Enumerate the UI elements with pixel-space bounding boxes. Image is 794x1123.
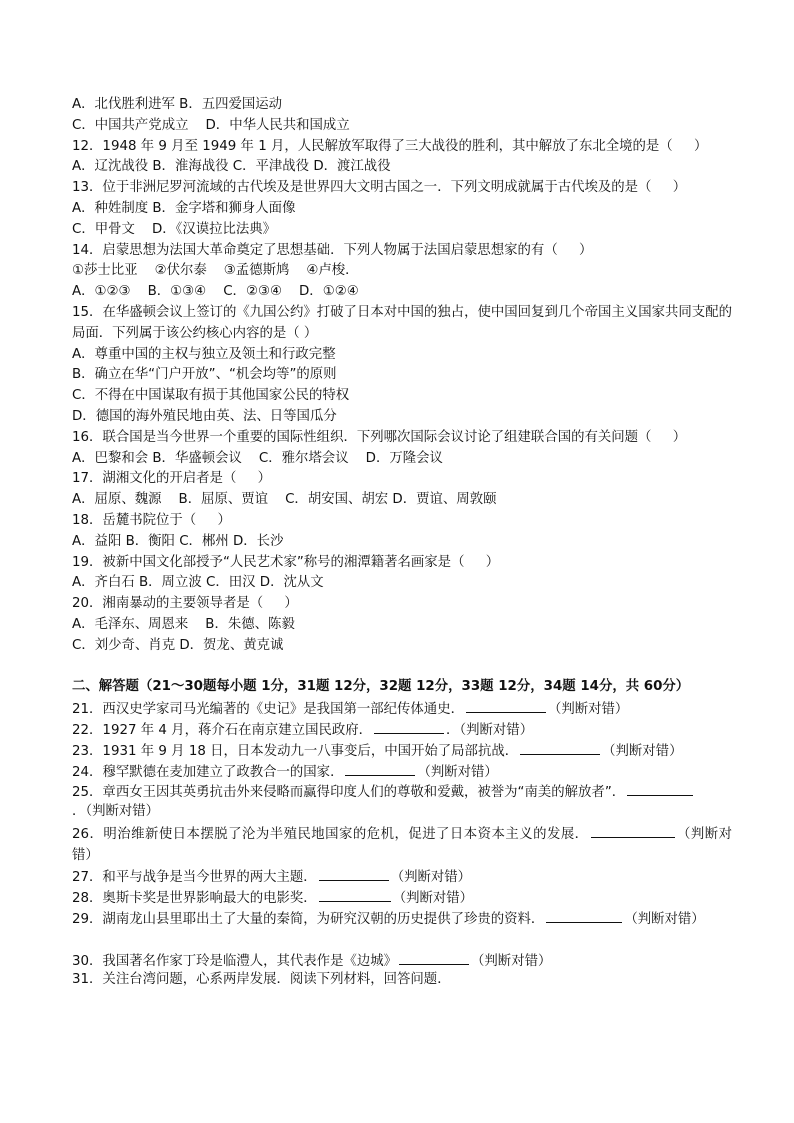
q30-gap: [72, 929, 732, 950]
q27-suffix: （判断对错）: [390, 870, 472, 886]
q25-continued: [72, 802, 732, 823]
q26: [72, 823, 732, 867]
q21: [72, 698, 732, 719]
q22-suffix: ．（判断对错）: [446, 722, 534, 738]
q13-stem: 13．位于非洲尼罗河流域的古代埃及是世界四大文明古国之一．下列文明成就属于古代埃及的是（ ）: [72, 180, 687, 196]
q22: [72, 719, 732, 740]
q26-answer-blank[interactable]: [591, 823, 675, 838]
q28-suffix: （判断对错）: [392, 891, 474, 907]
q15-option-d: D．德国的海外殖民地由英、法、日等国瓜分: [72, 408, 337, 424]
q18-stem: 18．岳麓书院位于（ ）: [72, 512, 231, 528]
q30: [72, 950, 732, 971]
q13-options-ab: A．种姓制度 B．金字塔和狮身人面像: [72, 200, 296, 216]
q24-stem: 24．穆罕默德在麦加建立了政教合一的国家．: [72, 764, 344, 780]
q28-answer-blank[interactable]: [319, 887, 391, 902]
q23-suffix: （判断对错）: [602, 743, 683, 759]
q13-options-cd: C．甲骨文 D．《汉谟拉比法典》: [72, 221, 277, 237]
q16-options: A．巴黎和会 B．华盛顿会议 C．雅尔塔会议 D．万隆会议: [72, 450, 443, 466]
q12-stem: 12．1948 年 9 月至 1949 年 1 月，人民解放军取得了三大战役的胜利，其中解放了东北全境的是（ ）: [72, 138, 708, 154]
q25: [72, 781, 732, 802]
q25-stem: 25．章西女王因其英勇抗击外来侵略而赢得印度人们的尊敬和爱戴，被誉为“南美的解放者”．: [72, 785, 626, 801]
q14-stem: 14．启蒙思想为法国大革命奠定了思想基础．下列人物属于法国启蒙思想家的有（ ）: [72, 242, 593, 258]
q30-suffix: （判断对错）: [471, 953, 552, 969]
q30-stem: 30．我国著名作家丁玲是临澧人，其代表作是《边城》: [72, 953, 398, 969]
q28-stem: 28．奥斯卡奖是世界影响最大的电影奖．: [72, 891, 317, 907]
q19-options: A．齐白石 B．周立波 C．田汉 D．沈从文: [72, 575, 324, 591]
q31-stem: 31．关注台湾问题，心系两岸发展．阅读下列材料，回答问题．: [72, 972, 451, 988]
q15-option-a: A．尊重中国的主权与独立及领土和行政完整: [72, 346, 336, 362]
q15-option-c: C．不得在中国谋取有损于其他国家公民的特权: [72, 388, 350, 404]
q29: [72, 908, 732, 929]
q23-stem: 23．1931 年 9 月 18 日，日本发动九一八事变后，中国开始了局部抗战．: [72, 743, 519, 759]
q24-suffix: （判断对错）: [417, 764, 498, 780]
exam-page: [72, 95, 732, 991]
q21-answer-blank[interactable]: [466, 698, 546, 713]
q11-options-ab: A．北伐胜利进军 B．五四爱国运动: [72, 97, 283, 112]
q29-stem: 29．湖南龙山县里耶出土了大量的秦简，为研究汉朝的历史提供了珍贵的资料．: [72, 912, 545, 928]
q20-stem: 20．湘南暴动的主要领导者是（ ）: [72, 596, 298, 612]
q18-options: A．益阳 B．衡阳 C．郴州 D．长沙: [72, 533, 284, 549]
q14-items: ①莎士比亚 ②伏尔泰 ③孟德斯鸠 ④卢梭．: [72, 263, 359, 279]
q17-stem: 17．湖湘文化的开启者是（ ）: [72, 471, 272, 487]
q20-options-cd: C．刘少奇、肖克 D．贺龙、黄克诚: [72, 637, 284, 653]
q27-stem: 27．和平与战争是当今世界的两大主题．: [72, 870, 317, 886]
q24: [72, 761, 732, 782]
q19-stem: 19．被新中国文化部授予“人民艺术家”称号的湘潭籍著名画家是（ ）: [72, 554, 500, 570]
q25-answer-blank[interactable]: [627, 781, 693, 796]
q26-stem: 26．明治维新使日本摆脱了沦为半殖民地国家的危机，促进了日本资本主义的发展．: [72, 826, 589, 842]
q28: [72, 887, 732, 908]
q22-stem: 22．1927 年 4 月，蒋介石在南京建立国民政府．: [72, 722, 373, 738]
q17-options: A．屈原、魏源 B．屈原、贾谊 C．胡安国、胡宏 D．贾谊、周敦颐: [72, 492, 497, 508]
q15-option-b: B．确立在华“门户开放”、“机会均等”的原则: [72, 367, 337, 383]
q22-answer-blank[interactable]: [374, 719, 444, 734]
q20-options-ab: A．毛泽东、周恩来 B．朱德、陈毅: [72, 616, 295, 632]
q24-answer-blank[interactable]: [345, 761, 415, 776]
section-gap: [72, 657, 732, 678]
q29-suffix: （判断对错）: [624, 912, 705, 928]
q25-suffix: ．（判断对错）: [72, 804, 160, 820]
q23-answer-blank[interactable]: [520, 740, 600, 755]
q30-answer-blank[interactable]: [399, 950, 469, 965]
q21-stem: 21．西汉史学家司马光编著的《史记》是我国第一部纪传体通史．: [72, 702, 464, 718]
q14-options: A．①②③ B．①③④ C．②③④ D．①②④: [72, 284, 359, 300]
q27-answer-blank[interactable]: [319, 866, 389, 881]
q12-options: A．辽沈战役 B．淮海战役 C．平津战役 D．渡江战役: [72, 159, 391, 175]
q27: [72, 866, 732, 887]
q29-answer-blank[interactable]: [546, 908, 622, 923]
q23: [72, 740, 732, 761]
q15-stem: 15．在华盛顿会议上签订的《九国公约》打破了日本对中国的独占，使中国回复到几个帝国主义国家共同支配的局面．下列属于该公约核心内容的是（ ）: [72, 304, 732, 341]
q21-suffix: （判断对错）: [547, 702, 629, 718]
q11-options-cd: C．中国共产党成立 D．中华人民共和国成立: [72, 117, 350, 133]
section-2-title: 二、解答题（21～30题每小题 1分，31题 12分，32题 12分，33题 12分，34题 14分，共 60分）: [72, 679, 690, 695]
q26-suffix: （判断对错）: [72, 826, 732, 863]
q16-stem: 16．联合国是当今世界一个重要的国际性组织．下列哪次国际会议讨论了组建联合国的有关问题（ ）: [72, 429, 687, 445]
